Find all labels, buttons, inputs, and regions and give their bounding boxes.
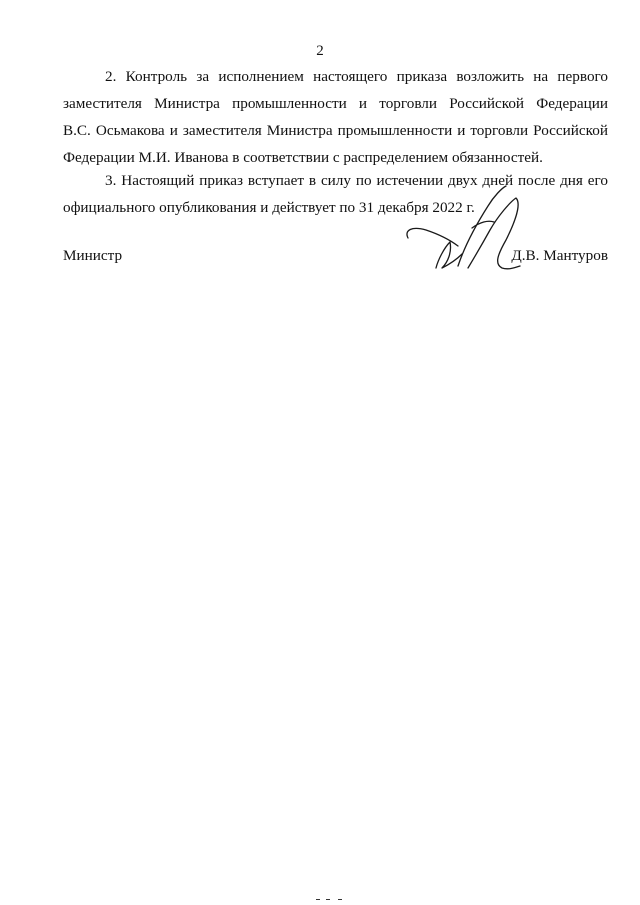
paragraph-line: 3. Настоящий приказ вступает в силу по истечении двух дней после дня его [105,172,608,189]
paragraph-line: официального опубликования и действует по 31 декабря 2022 г. [63,199,475,216]
paragraph-line: В.С. Осьмакова и заместителя Министра промышленности и торговли Российской [63,122,608,139]
paragraph-line: 2. Контроль за исполнением настоящего приказа возложить на первого [105,68,608,85]
page-number: 2 [316,43,324,59]
paragraph-control [63,63,608,171]
signatory-title: Министр [63,247,123,264]
paragraph-line: Федерации М.И. Иванова в соответствии с распределением обязанностей. [63,149,543,166]
signatory-name: Д.В. Мантуров [511,247,608,264]
handwritten-signature [398,168,528,278]
scan-artifact [316,898,356,901]
paragraph-line: заместителя Министра промышленности и торговли Российской Федерации [63,95,608,112]
